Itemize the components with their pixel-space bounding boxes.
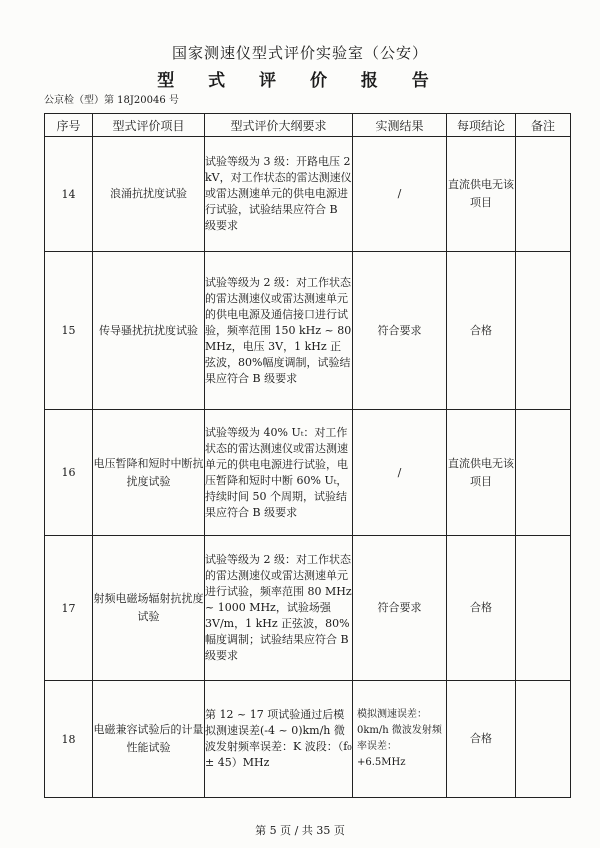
- row-conclusion: 合格: [447, 536, 516, 681]
- row-result: /: [353, 137, 447, 252]
- evaluation-table: [44, 113, 571, 798]
- row-item: 电压暂降和短时中断抗扰度试验: [93, 410, 205, 536]
- row-item: 传导骚扰抗扰度试验: [93, 252, 205, 410]
- page-footer: 第 5 页 / 共 35 页: [255, 824, 345, 837]
- row-remark: [516, 137, 571, 252]
- table-row: [45, 137, 571, 252]
- row-result: /: [353, 410, 447, 536]
- row-requirement: 试验等级为 3 级：开路电压 2 kV，对工作状态的雷达测速仪或雷达测速单元的供电电源进行试验，试验结果应符合 B 级要求: [205, 137, 353, 252]
- row-result: 符合要求: [353, 536, 447, 681]
- lab-name: 国家测速仪型式评价实验室（公安）: [171, 44, 428, 62]
- table-header-row: [45, 114, 571, 137]
- row-number: 18: [45, 681, 93, 798]
- table-row: [45, 410, 571, 536]
- row-item: 电磁兼容试验后的计量性能试验: [93, 681, 205, 798]
- row-result: 符合要求: [353, 252, 447, 410]
- row-number: 16: [45, 410, 93, 536]
- row-remark: [516, 536, 571, 681]
- row-conclusion: 直流供电无该项目: [447, 410, 516, 536]
- table-row: [45, 536, 571, 681]
- table-row: [45, 252, 571, 410]
- report-title: 型 式 评 价 报 告: [157, 71, 443, 91]
- row-requirement: 试验等级为 40% Uₜ：对工作状态的雷达测速仪或雷达测速单元的供电电源进行试验，电压暂降和短时中断 60% Uₜ，持续时间 50 个周期，试验结果应符合 B 级要求: [205, 410, 353, 536]
- col-header-result: 实测结果: [353, 114, 447, 137]
- row-item: 浪涌抗扰度试验: [93, 137, 205, 252]
- report-number: 公京检（型）第 18J20046 号: [44, 95, 179, 106]
- row-requirement: 试验等级为 2 级：对工作状态的雷达测速仪或雷达测速单元的供电电源及通信接口进行试验，频率范围 150 kHz ~ 80 MHz，电压 3V，1 kHz 正弦波，80%幅度调制，试验结果应符合 B 级要求: [205, 252, 353, 410]
- col-header-remark: 备注: [516, 114, 571, 137]
- row-number: 15: [45, 252, 93, 410]
- row-number: 14: [45, 137, 93, 252]
- row-conclusion: 合格: [447, 681, 516, 798]
- row-conclusion: 直流供电无该项目: [447, 137, 516, 252]
- col-header-conclusion: 每项结论: [447, 114, 516, 137]
- row-remark: [516, 410, 571, 536]
- row-remark: [516, 681, 571, 798]
- col-header-no: 序号: [45, 114, 93, 137]
- col-header-requirement: 型式评价大纲要求: [205, 114, 353, 137]
- table-row: [45, 681, 571, 798]
- row-result: 模拟测速误差：0km/h 微波发射频率误差：+6.5MHz: [353, 681, 447, 798]
- row-number: 17: [45, 536, 93, 681]
- row-remark: [516, 252, 571, 410]
- row-item: 射频电磁场辐射抗扰度试验: [93, 536, 205, 681]
- col-header-item: 型式评价项目: [93, 114, 205, 137]
- row-conclusion: 合格: [447, 252, 516, 410]
- row-requirement: 第 12 ~ 17 项试验通过后模拟测速误差(-4 ~ 0)km/h 微波发射频率误差：K 波段：（f₀ ± 45）MHz: [205, 681, 353, 798]
- row-requirement: 试验等级为 2 级：对工作状态的雷达测速仪或雷达测速单元进行试验，频率范围 80 MHz ~ 1000 MHz，试验场强 3V/m，1 kHz 正弦波，80%幅度调制；试验结果应符合 B 级要求: [205, 536, 353, 681]
